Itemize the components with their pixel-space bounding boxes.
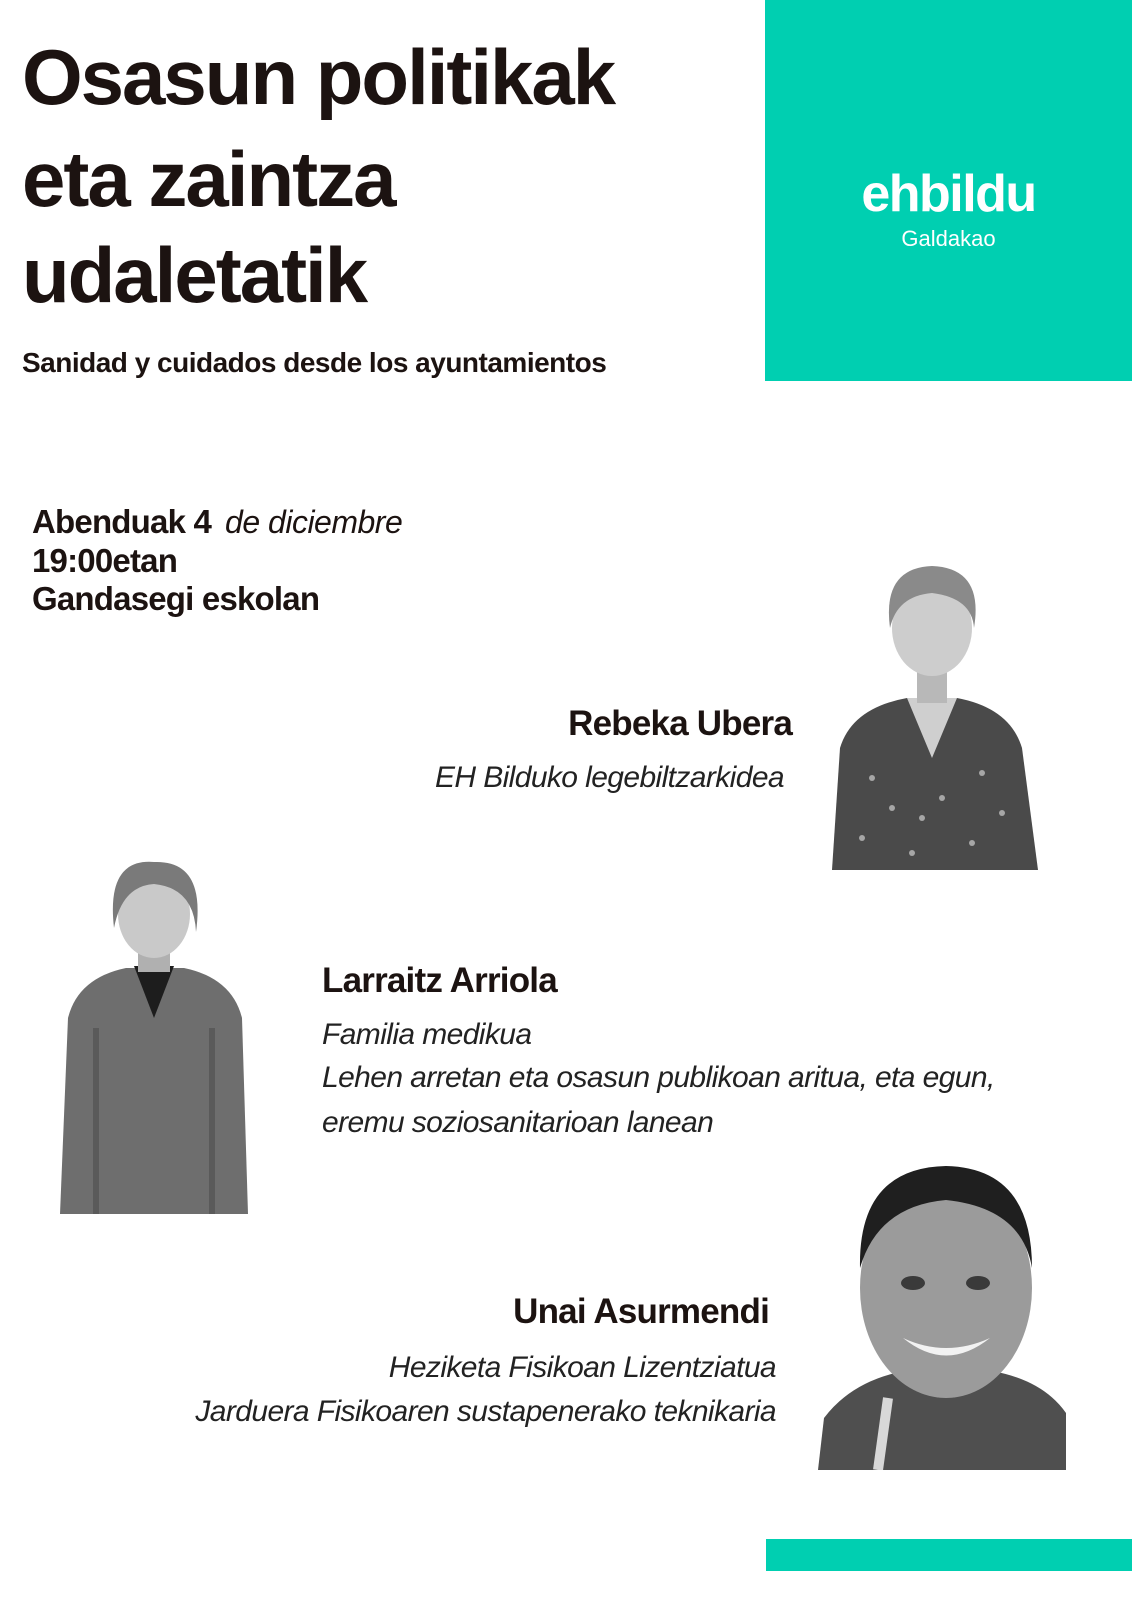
brand-location: Galdakao bbox=[901, 226, 996, 251]
speaker-role-3a: Heziketa Fisikoan Lizentziatua bbox=[388, 1351, 776, 1384]
brand-logo: ehbildu bbox=[861, 165, 1036, 223]
title-line-1: Osasun politikak bbox=[22, 33, 615, 121]
speaker-role-1: EH Bilduko legebiltzarkidea bbox=[434, 761, 784, 794]
speaker-photo-1 bbox=[812, 558, 1050, 870]
speaker-name-3: Unai Asurmendi bbox=[513, 1292, 769, 1331]
speaker-photo-2 bbox=[56, 858, 252, 1214]
speaker-role-2b: Lehen arretan eta osasun publikoan aritua, eta egun, bbox=[322, 1061, 995, 1094]
speaker-role-2c: eremu soziosanitarioan lanean bbox=[322, 1106, 714, 1139]
event-place: Gandasegi eskolan bbox=[32, 580, 320, 617]
title-line-2: eta zaintza bbox=[22, 135, 395, 223]
event-date bbox=[32, 505, 402, 538]
event-date-eu: Abenduak 4 bbox=[32, 503, 212, 540]
bottom-accent-bar bbox=[766, 1539, 1132, 1571]
speaker-name-1: Rebeka Ubera bbox=[568, 704, 792, 743]
speaker-photo-3 bbox=[818, 1158, 1066, 1470]
speaker-role-3b: Jarduera Fisikoaren sustapenerako teknikaria bbox=[195, 1395, 776, 1428]
subtitle: Sanidad y cuidados desde los ayuntamientos bbox=[22, 347, 607, 378]
speaker-name-2: Larraitz Arriola bbox=[322, 961, 557, 1000]
event-time: 19:00etan bbox=[32, 542, 178, 579]
event-date-es: de diciembre bbox=[225, 504, 403, 540]
speaker-role-2a: Familia medikua bbox=[322, 1018, 532, 1051]
title-line-3: udaletatik bbox=[22, 231, 367, 319]
